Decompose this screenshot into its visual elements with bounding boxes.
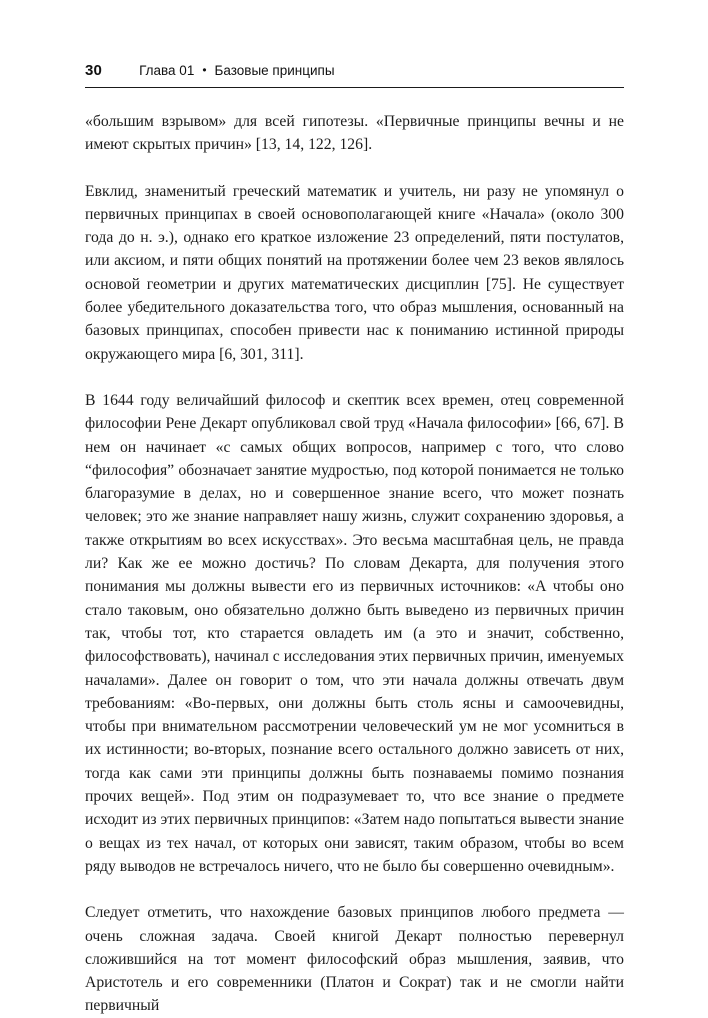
paragraph: Следует отметить, что нахождение базовых принципов любого предмета — очень сложная задача. Своей книгой Декарт полностью перевернул сложившийся на тот момент философский образ мышления, заявив, что Аристотель и его современники (Платон и Сократ) так и не смогли найти первичный xyxy=(85,904,624,1015)
paragraph: В 1644 году величайший философ и скептик всех времен, отец современной философии Рене Декарт опубликовал свой труд «Начала философии» [66, 67]. В нем он начинает «с самых общих вопросов, например с того, что слово “философия” обозначает занятие мудростью, под которой понимается не только благоразумие в делах, но и совершенное знание всего, что может познать человек; это же знание направляет нашу жизнь, служит сохранению здоровья, а также открытиям во всех искусствах». Это весьма масштабная цель, не правда ли? Как же ее можно достичь? По словам Декарта, для получения этого понимания мы должны вывести его из первичных источников: «А чтобы оно стало таковым, оно обязательно должно быть выведено из первичных причин так, чтобы тот, кто старается овладеть им (а это и значит, собственно, философствовать), начинал с исследования этих первичных причин, именуемых началами». Далее он говорит о том, что эти начала должны отвечать двум требованиям: «Во-первых, они должны быть столь ясны и самоочевидны, чтобы при внимательном рассмотрении человеческий ум не мог усомниться в их истинности; во-вторых, познание всего остального должно зависеть от них, тогда как сами эти принципы должны быть познаваемы помимо познания прочих вещей». Под этим он подразумевает то, что все знание о предмете исходит из этих первичных принципов: «Затем надо попытаться вывести знание о вещах из тех начал, от которых они зависят, таким образом, чтобы во всем ряду выводов не встречалось ничего, что не было бы совершенно очевидным». xyxy=(85,391,624,875)
header-rule xyxy=(85,87,624,88)
page-header xyxy=(85,62,624,79)
page-number: 30 xyxy=(85,62,103,79)
paragraph: «большим взрывом» для всей гипотезы. «Первичные принципы вечны и не имеют скрытых причин» [13, 14, 122, 126]. xyxy=(85,113,624,154)
section-label: Базовые принципы xyxy=(214,63,335,78)
paragraph: Евклид, знаменитый греческий математик и учитель, ни разу не упомянул о первичных принципах в своей основополагающей книге «Начала» (около 300 года до н. э.), однако его краткое изложение 23 определений, пяти постулатов, или аксиом, и пяти общих понятий на протяжении более чем 23 веков являлось основой геометрии и других математических дисциплин [75]. Не существует более убедительного доказательства того, что образ мышления, основанный на базовых принципах, способен привести нас к пониманию истинной природы окружающего мира [6, 301, 311]. xyxy=(85,182,624,363)
bullet-separator-icon: • xyxy=(202,63,207,77)
chapter-label: Глава 01 xyxy=(139,63,195,78)
body-text xyxy=(85,110,624,1018)
